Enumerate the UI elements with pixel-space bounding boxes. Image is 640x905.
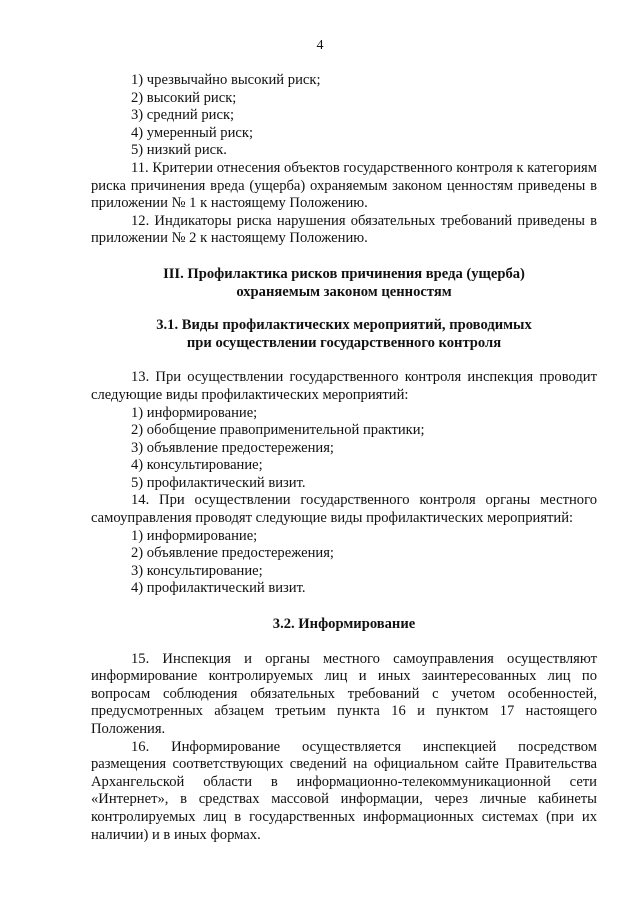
paragraph-15: 15. Инспекция и органы местного самоуправления осуществляют информирование контролируемых лиц и иных заинтересованных лиц по вопросам соблюдения обязательных требований с учетом особенностей, предусмотренных абзацем третьим пункта 16 и пунктом 17 настоящего Положения. xyxy=(91,650,597,737)
risk-list-item: 2) высокий риск; xyxy=(131,89,237,106)
measure-list-item: 4) консультирование; xyxy=(131,457,263,474)
risk-list-item: 5) низкий риск. xyxy=(131,142,227,159)
section-3-2-heading: 3.2. Информирование xyxy=(272,616,416,633)
measure-list-item: 1) информирование; xyxy=(131,527,258,544)
section-3-heading-line: III. Профилактика рисков причинения вреда (ущерба) xyxy=(163,265,525,282)
measure-list-item: 5) профилактический визит. xyxy=(131,474,306,491)
risk-list-item: 1) чрезвычайно высокий риск; xyxy=(131,72,321,88)
measure-list-item: 2) обобщение правоприменительной практики; xyxy=(131,422,425,439)
paragraph-11: 11. Критерии отнесения объектов государственного контроля к категориям риска причинения вреда (ущерба) охраняемым законом ценностям приведены в приложении № 1 к настоящему Положению. xyxy=(91,159,597,212)
risk-list-item: 3) средний риск; xyxy=(131,107,235,124)
risk-list-item: 4) умеренный риск; xyxy=(131,124,254,141)
measure-list-item: 2) объявление предостережения; xyxy=(131,545,334,562)
paragraph-13: 13. При осуществлении государственного контроля инспекция проводит следующие виды профилактических мероприятий: xyxy=(91,369,597,403)
measure-list-item: 3) консультирование; xyxy=(131,562,263,579)
paragraph-14: 14. При осуществлении государственного контроля органы местного самоуправления проводят следующие виды профилактических мероприятий: xyxy=(91,492,597,527)
section-3-1-heading xyxy=(91,317,597,352)
document-body xyxy=(91,72,597,844)
measure-list-item: 3) объявление предостережения; xyxy=(131,439,334,456)
section-3-1-heading-line: 3.1. Виды профилактических мероприятий, проводимых xyxy=(156,317,532,334)
measure-list-item: 1) информирование; xyxy=(131,404,258,421)
section-3-heading-line: охраняемым законом ценностям xyxy=(236,283,452,300)
section-3-heading xyxy=(91,266,597,301)
page-number: 4 xyxy=(316,38,324,53)
measure-list-item: 4) профилактический визит. xyxy=(131,580,306,597)
paragraph-12: 12. Индикаторы риска нарушения обязательных требований приведены в приложении № 2 к настоящему Положению. xyxy=(91,212,597,247)
section-3-1-heading-line: при осуществлении государственного контроля xyxy=(186,334,502,351)
paragraph-16: 16. Информирование осуществляется инспекцией посредством размещения соответствующих сведений на официальном сайте Правительства Архангельской области в информационно-телекоммуникационной сети «Интернет», в средствах массовой информации, через личные кабинеты контролируемых лиц в государственных информационных системах (при их наличии) и в иных формах. xyxy=(91,738,597,843)
